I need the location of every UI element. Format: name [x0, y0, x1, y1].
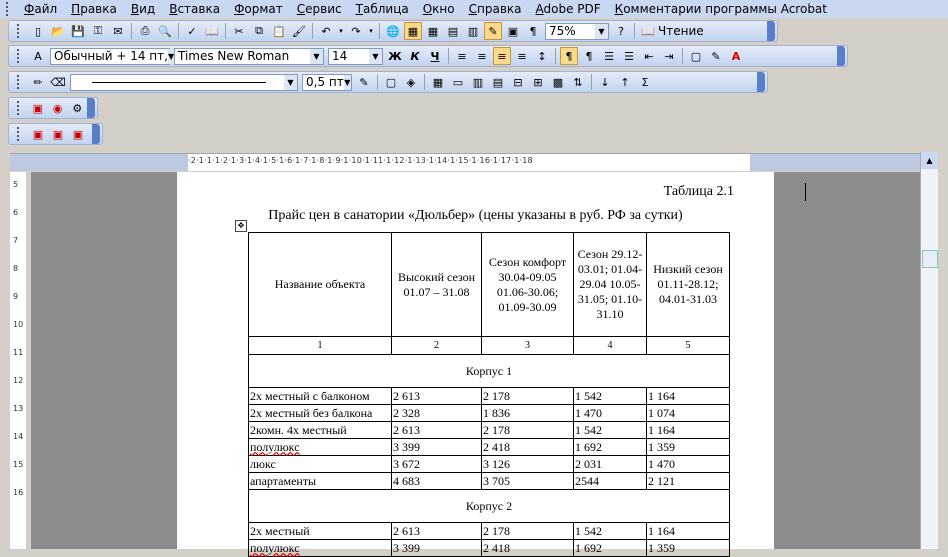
table-cell[interactable]: 1 164 — [647, 422, 730, 439]
table-cell[interactable]: 2 — [392, 337, 482, 355]
vertical-ruler-mark: 15 — [13, 460, 24, 469]
separator — [225, 23, 226, 39]
line-weight-combo[interactable] — [302, 74, 352, 91]
show-hide-icon[interactable]: ¶ — [529, 24, 537, 38]
chevron-down-icon[interactable]: ▼ — [284, 75, 297, 90]
menu-item[interactable]: Таблица — [355, 2, 409, 16]
menu-item[interactable]: Сервис — [296, 2, 342, 16]
toolbar-options[interactable] — [837, 46, 845, 66]
table-cell[interactable]: Высокий сезон 01.07 – 31.08 — [392, 233, 482, 337]
table-row — [249, 473, 730, 490]
toolbar-grip[interactable] — [17, 101, 24, 115]
table-cell[interactable]: 1 359 — [647, 540, 730, 557]
document-page[interactable] — [177, 172, 774, 555]
table-row — [249, 422, 730, 439]
document-canvas — [31, 172, 920, 555]
table-cell[interactable]: 1 074 — [647, 405, 730, 422]
borders-icon[interactable]: ▢ — [690, 49, 702, 63]
table-cell[interactable]: 3 399 — [392, 540, 482, 557]
table-cell[interactable]: 1 470 — [647, 456, 730, 473]
draw-table-icon[interactable]: ✏ — [33, 75, 43, 89]
reading-button[interactable]: Чтение — [658, 24, 704, 38]
table-cell[interactable]: 2544 — [574, 473, 647, 490]
underline-button[interactable]: Ч — [430, 49, 440, 63]
distribute-columns-icon[interactable]: ⊞ — [533, 75, 543, 89]
vertical-ruler-mark: 7 — [13, 236, 19, 245]
table-cell[interactable]: полулюкс — [249, 439, 392, 456]
table-cell[interactable]: 2х местный без балкона — [249, 405, 392, 422]
table-cell[interactable]: 1 542 — [574, 523, 647, 540]
menu-item[interactable]: Файл — [24, 2, 58, 16]
vertical-ruler-mark: 13 — [13, 404, 24, 413]
table-cell[interactable]: 2х местный — [249, 523, 392, 540]
table-cell[interactable]: 2 613 — [392, 422, 482, 439]
pdf-toolbar — [8, 97, 98, 119]
vertical-ruler-mark: 8 — [13, 264, 19, 273]
table-number-row — [249, 337, 730, 355]
highlight-icon[interactable]: ✎ — [711, 49, 721, 63]
toolbar-options[interactable] — [767, 21, 775, 41]
text-direction-icon[interactable]: ⇅ — [573, 75, 583, 89]
vertical-ruler-mark: 11 — [13, 348, 24, 357]
zoom-value: 75% — [549, 24, 576, 38]
font-value: Times New Roman — [178, 49, 290, 63]
bullets-icon[interactable]: ☰ — [624, 49, 634, 63]
separator — [448, 48, 449, 64]
table-cell[interactable]: 1 692 — [574, 540, 647, 557]
chevron-down-icon[interactable]: ▼ — [595, 24, 608, 39]
insert-table-icon[interactable]: ▦ — [427, 24, 439, 38]
pdf-review-icon[interactable]: ▣ — [72, 127, 84, 141]
redo-icon[interactable]: ↷ — [351, 24, 361, 38]
ltr-paragraph-icon[interactable]: ¶ — [560, 47, 578, 65]
permission-icon[interactable]: ⚿ — [93, 24, 103, 37]
insert-excel-icon[interactable]: ▤ — [447, 24, 459, 38]
hyperlink-icon[interactable]: 🌐 — [386, 24, 400, 38]
research-icon[interactable]: 📖 — [205, 24, 219, 38]
acrobat-comments-toolbar — [8, 123, 103, 145]
table-cell[interactable]: Корпус 1 — [249, 355, 730, 388]
table-cell[interactable]: Низкий сезон 01.11-28.12; 04.01-31.03 — [647, 233, 730, 337]
table-title: Прайс цен в санатории «Дюльбер» (цены указаны в руб. РФ за сутки) — [268, 208, 683, 223]
align-right-icon[interactable]: ≡ — [493, 47, 511, 65]
table-cell[interactable]: 3 399 — [392, 439, 482, 456]
toolbar-grip[interactable] — [17, 127, 24, 141]
vertical-ruler-mark: 9 — [13, 292, 19, 301]
standard-toolbar — [8, 20, 778, 42]
menu-item[interactable]: Окно — [422, 2, 455, 16]
sort-descending-icon[interactable]: ↑ — [620, 75, 630, 89]
chevron-down-icon[interactable]: ▼ — [344, 75, 351, 90]
table-cell[interactable]: 1 542 — [574, 388, 647, 405]
table-cell[interactable]: 3 672 — [392, 456, 482, 473]
table-row — [249, 540, 730, 557]
autosum-button[interactable]: Σ — [641, 75, 649, 89]
save-icon[interactable]: 💾 — [71, 24, 85, 38]
price-table[interactable] — [248, 232, 730, 557]
table-cell[interactable]: 2 031 — [574, 456, 647, 473]
scroll-thumb[interactable] — [922, 250, 938, 268]
formatting-toolbar — [8, 45, 848, 67]
justify-icon[interactable]: ≡ — [517, 49, 527, 63]
undo-dropdown-icon[interactable]: ▾ — [339, 27, 343, 35]
menu-item[interactable]: Справка — [468, 2, 522, 16]
table-cell[interactable]: Название объекта — [249, 233, 392, 337]
separator — [377, 74, 378, 90]
table-cell[interactable]: люкс — [249, 456, 392, 473]
table-row — [249, 405, 730, 422]
table-cell[interactable]: 2 613 — [392, 388, 482, 405]
sort-ascending-icon[interactable]: ↓ — [600, 75, 610, 89]
spelling-icon[interactable]: ✓ — [187, 24, 197, 38]
separator — [379, 23, 380, 39]
table-cell[interactable]: 2 418 — [482, 439, 574, 456]
font-color-icon[interactable]: A — [731, 49, 741, 63]
table-cell[interactable]: Сезон 29.12-03.01; 01.04-29.04 10.05-31.05; 01.10-31.10 — [574, 233, 647, 337]
line-style-combo[interactable] — [70, 74, 298, 91]
table-header-row — [249, 233, 730, 337]
line-spacing-icon[interactable]: ↕ — [537, 49, 547, 63]
table-row — [249, 388, 730, 405]
distribute-rows-icon[interactable]: ⊟ — [513, 75, 523, 89]
print-icon[interactable]: ⎙ — [140, 24, 150, 37]
eraser-icon[interactable]: ⌫ — [50, 75, 66, 89]
table-move-handle[interactable]: ✥ — [235, 220, 247, 232]
shading-icon[interactable]: ◈ — [406, 75, 416, 89]
separator — [682, 48, 683, 64]
email-icon[interactable]: ✉ — [113, 24, 123, 38]
font-combo[interactable] — [174, 48, 324, 65]
print-preview-icon[interactable]: 🔍 — [158, 24, 172, 38]
menu-item[interactable]: Adobe PDF — [535, 2, 601, 16]
separator — [424, 74, 425, 90]
copy-icon[interactable]: ⧉ — [255, 24, 263, 37]
table-cell[interactable]: 2комн. 4х местный — [249, 422, 392, 439]
vertical-ruler-mark: 5 — [13, 180, 19, 189]
separator — [555, 48, 556, 64]
line-weight-value: 0,5 пт — [306, 75, 344, 89]
table-cell[interactable]: 1 470 — [574, 405, 647, 422]
paste-icon[interactable]: 📋 — [272, 24, 286, 38]
tables-borders-icon[interactable]: ▦ — [404, 22, 422, 40]
autoformat-icon[interactable]: ▩ — [552, 75, 564, 89]
split-cells-icon[interactable]: ▥ — [472, 75, 484, 89]
italic-button[interactable]: К — [410, 49, 420, 63]
table-cell[interactable]: 2 418 — [482, 540, 574, 557]
table-group-row — [249, 490, 730, 523]
separator — [591, 74, 592, 90]
table-row — [249, 456, 730, 473]
menu-grip[interactable] — [6, 2, 13, 16]
ruler-margin-left — [10, 154, 188, 171]
toolbar-grip[interactable] — [17, 24, 24, 38]
merge-cells-icon[interactable]: ▭ — [452, 75, 464, 89]
table-cell[interactable]: апартаменты — [249, 473, 392, 490]
settings-gear-icon[interactable]: ⚙ — [72, 101, 83, 115]
table-cell[interactable]: 5 — [647, 337, 730, 355]
menu-bar — [0, 0, 948, 18]
zoom-combo[interactable] — [545, 23, 609, 40]
table-cell[interactable]: 2 178 — [482, 523, 574, 540]
vertical-ruler-mark: 6 — [13, 208, 19, 217]
table-cell[interactable]: 1 692 — [574, 439, 647, 456]
font-size-value: 14 — [332, 49, 348, 63]
vertical-ruler-mark: 14 — [13, 432, 24, 441]
align-center-icon[interactable]: ≡ — [477, 49, 487, 63]
reading-icon[interactable]: 📖 — [641, 24, 655, 38]
separator — [634, 23, 635, 39]
toolbar-options[interactable] — [757, 72, 765, 92]
table-cell[interactable]: 1 542 — [574, 422, 647, 439]
vertical-scrollbar[interactable] — [920, 152, 938, 549]
chevron-down-icon[interactable]: ▼ — [310, 49, 323, 64]
help-icon[interactable]: ? — [618, 24, 624, 38]
pdf-comment-icon[interactable]: ▣ — [32, 127, 44, 141]
document-map-icon[interactable]: ▣ — [507, 24, 519, 38]
table-cell[interactable]: 3 126 — [482, 456, 574, 473]
menu-item[interactable]: Комментарии программы Acrobat — [614, 2, 827, 16]
table-cell[interactable]: Корпус 2 — [249, 490, 730, 523]
style-combo[interactable] — [50, 48, 175, 65]
table-cell[interactable]: 1 836 — [482, 405, 574, 422]
toolbar-options[interactable] — [92, 124, 100, 144]
tables-borders-toolbar — [8, 71, 768, 93]
table-cell[interactable]: 2х местный с балконом — [249, 388, 392, 405]
table-cell[interactable]: 1 164 — [647, 388, 730, 405]
border-color-icon[interactable]: ✎ — [359, 75, 369, 89]
separator — [178, 23, 179, 39]
table-cell[interactable]: 4 683 — [392, 473, 482, 490]
table-caption: Таблица 2.1 — [663, 184, 734, 199]
align-left-icon[interactable]: ≡ — [457, 49, 467, 63]
toolbar-grip[interactable] — [17, 75, 24, 89]
toolbar-options[interactable] — [87, 98, 95, 118]
table-cell[interactable]: 2 121 — [647, 473, 730, 490]
table-cell[interactable]: 1 359 — [647, 439, 730, 456]
decrease-indent-icon[interactable]: ⇤ — [644, 49, 654, 63]
chevron-down-icon[interactable]: ▼ — [369, 49, 382, 64]
bold-button[interactable]: Ж — [388, 49, 402, 63]
pdf-email-icon[interactable]: ◉ — [52, 101, 63, 115]
increase-indent-icon[interactable]: ⇥ — [664, 49, 674, 63]
vertical-ruler-mark: 16 — [13, 488, 24, 497]
open-folder-icon[interactable]: 📂 — [51, 24, 65, 38]
drawing-icon[interactable]: ✎ — [484, 22, 502, 40]
vertical-ruler[interactable] — [10, 172, 26, 549]
format-painter-icon[interactable]: 🖌 — [292, 24, 306, 38]
menu-item[interactable]: Вставка — [169, 2, 221, 16]
table-cell[interactable]: 2 178 — [482, 388, 574, 405]
table-cell[interactable]: 2 328 — [392, 405, 482, 422]
horizontal-ruler[interactable] — [10, 153, 938, 171]
redo-dropdown-icon[interactable]: ▾ — [369, 27, 373, 35]
table-cell[interactable]: 1 — [249, 337, 392, 355]
separator — [312, 23, 313, 39]
styles-icon[interactable]: A — [34, 49, 42, 63]
table-cell[interactable]: 2 613 — [392, 523, 482, 540]
chevron-down-icon[interactable]: ▼ — [168, 49, 174, 64]
toolbar-grip[interactable] — [17, 49, 24, 63]
text-cursor — [805, 183, 806, 201]
pdf-convert-icon[interactable]: ▣ — [32, 101, 43, 115]
outside-border-icon[interactable]: ▢ — [385, 75, 397, 89]
rtl-paragraph-icon[interactable]: ¶ — [585, 49, 593, 63]
table-cell[interactable]: 3 — [482, 337, 574, 355]
vertical-ruler-mark: 12 — [13, 376, 24, 385]
pdf-edit-icon[interactable]: ▣ — [52, 127, 64, 141]
cut-icon[interactable]: ✂ — [234, 24, 244, 38]
menu-item[interactable]: Формат — [234, 2, 283, 16]
style-value: Обычный + 14 пт, — [54, 49, 168, 63]
undo-icon[interactable]: ↶ — [321, 24, 331, 38]
table-row — [249, 523, 730, 540]
font-size-combo[interactable] — [328, 48, 383, 65]
align-cell-icon[interactable]: ▤ — [492, 75, 504, 89]
ruler-marks: ·2·1·1·1·2·1·3·1·4·1·5·1·6·1·7·1·8·1·9·1·10·1·11·1·12·1·13·1·14·1·15·1·16·1·17·1·18 — [188, 156, 533, 165]
table-cell[interactable]: 4 — [574, 337, 647, 355]
scroll-up-icon[interactable]: ▲ — [921, 152, 938, 169]
ruler-margin-right — [750, 154, 938, 171]
table-row — [249, 439, 730, 456]
separator — [131, 23, 132, 39]
line-style-sample — [92, 82, 266, 83]
columns-icon[interactable]: ▥ — [467, 24, 479, 38]
table-cell[interactable]: 2 178 — [482, 422, 574, 439]
numbering-icon[interactable]: ☰ — [604, 49, 614, 63]
insert-table-icon[interactable]: ▦ — [432, 75, 444, 89]
menu-item[interactable]: Правка — [71, 2, 117, 16]
table-cell[interactable]: полулюкс — [249, 540, 392, 557]
new-document-icon[interactable]: ▯ — [34, 24, 42, 38]
menu-item[interactable]: Вид — [130, 2, 156, 16]
table-group-row — [249, 355, 730, 388]
table-cell[interactable]: 3 705 — [482, 473, 574, 490]
vertical-ruler-mark: 10 — [13, 320, 24, 329]
table-cell[interactable]: 1 164 — [647, 523, 730, 540]
table-cell[interactable]: Сезон комфорт 30.04-09.05 01.06-30.06; 01.09-30.09 — [482, 233, 574, 337]
